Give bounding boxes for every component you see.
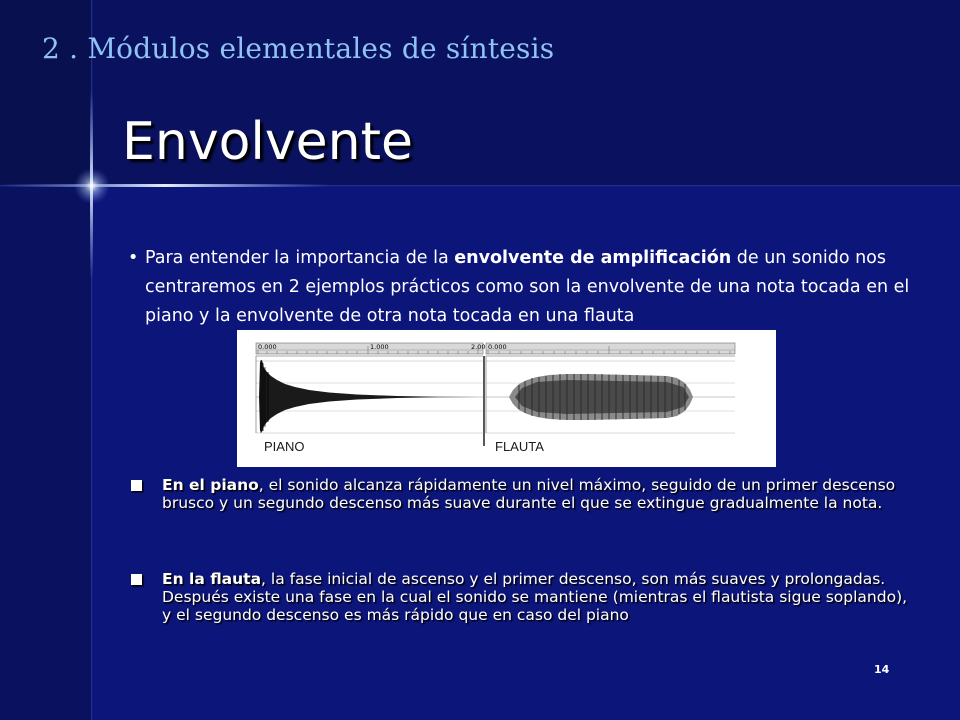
intro-text-start: Para entender la importancia de la (145, 248, 455, 268)
flute-label: FLAUTA (495, 439, 544, 454)
ruler-label-2: 2.00 (471, 343, 486, 351)
ruler-label-right: 0.000 (488, 343, 507, 351)
flute-paragraph-text (162, 570, 908, 624)
square-bullet (131, 574, 142, 585)
ruler-label-0: 0.000 (258, 343, 277, 351)
intro-text (145, 244, 918, 331)
ruler-label-1: 1.000 (370, 343, 389, 351)
page-number: 14 (874, 663, 890, 676)
intro-highlight: envolvente de amplificación (454, 248, 732, 268)
piano-paragraph-bold: En el piano (162, 476, 259, 494)
intro-text-end: de un sonido nos centraremos en 2 ejemplos prácticos como son la envolvente de una nota tocada en el piano y la envolvente de otra nota tocada en una flauta (145, 248, 910, 326)
square-bullet (131, 480, 142, 491)
waveform-figure (237, 330, 776, 467)
bullet-dot: • (128, 248, 139, 268)
piano-label: PIANO (264, 439, 305, 454)
flute-paragraph-bold: En la flauta (162, 570, 262, 588)
piano-paragraph-text (162, 476, 908, 512)
piano-paragraph (128, 476, 908, 512)
envelope-figure (237, 330, 776, 467)
piano-paragraph-body: , el sonido alcanza rápidamente un nivel máximo, seguido de un primer descenso brusco y un segundo descenso más suave durante el que se extingue gradualmente la nota. (162, 476, 896, 512)
flute-paragraph-body: , la fase inicial de ascenso y el primer descenso, son más suaves y prolongadas. Después existe una fase en la cual el sonido se mantiene (mientras el flautista sigue soplando), y el segundo descenso es más rápido que en caso del piano (162, 570, 908, 624)
section-title: 2 . Módulos elementales de síntesis (42, 32, 555, 65)
intro-bullet (128, 244, 918, 331)
slide-title: Envolvente (122, 112, 413, 172)
flute-paragraph (128, 570, 908, 624)
